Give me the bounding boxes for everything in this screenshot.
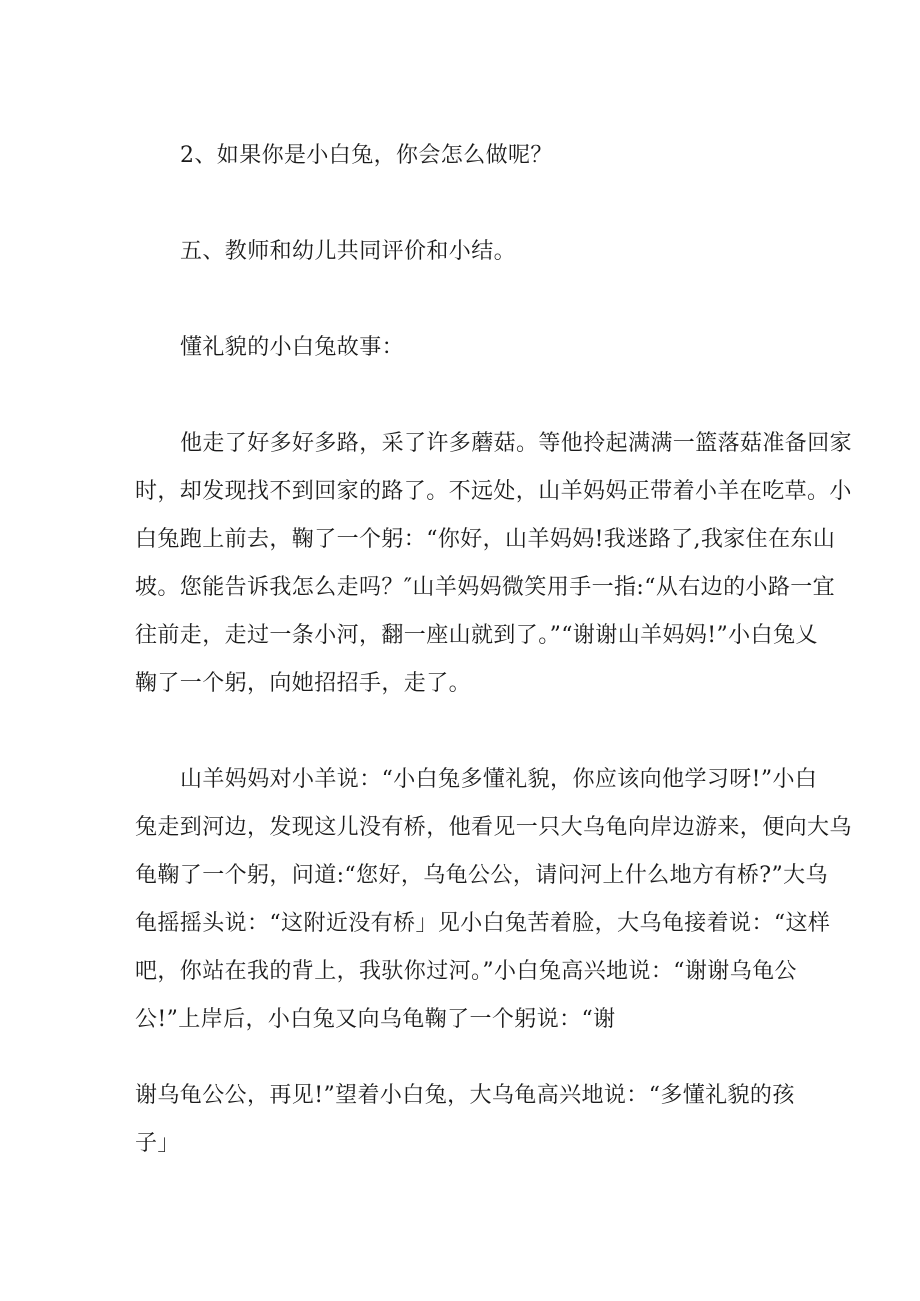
section-5-heading: 五、教师和幼儿共同评价和小结。 xyxy=(180,239,517,264)
text-line: 吧，你站在我的背上，我驮你过河。”小白兔高兴地说：“谢谢乌龟公 xyxy=(135,959,797,984)
story-title: 懂礼貌的小白兔故事： xyxy=(180,335,405,360)
text-line: 山羊妈妈对小羊说：“小白兔多懂礼貌，你应该向他学习呀!”小白 xyxy=(180,767,818,792)
question-2: 2、如果你是小白兔，你会怎么做呢？ xyxy=(180,143,553,168)
text-line: 谢乌龟公公，再见!”望着小白兔，大乌龟高兴地说：“多懂礼貌的孩 xyxy=(135,1083,795,1108)
text-line: 龟摇摇头说：“这附近没有桥」见小白兔苦着脸，大乌龟接着说：“这样 xyxy=(135,911,831,936)
text-line: 往前走，走过一条小河，翻一座山就到了。”“谢谢山羊妈妈!”小白兔乂 xyxy=(135,623,818,648)
text-line: 时，却发现找不到回家的路了。不远处，山羊妈妈正带着小羊在吃草。小 xyxy=(135,479,852,504)
text-line: 白兔跑上前去，鞠了一个躬：“你好，山羊妈妈!我迷路了,我家住在东山 xyxy=(135,527,836,552)
text-line: 龟鞠了一个躬，问道:“您好，乌龟公公，请问河上什么地方有桥?”大乌 xyxy=(135,863,828,888)
text-line: 公!”上岸后，小白兔又向乌龟鞠了一个躬说：“谢 xyxy=(135,1007,616,1032)
text-line: 鞠了一个躬，向她招招手，走了。 xyxy=(135,671,472,696)
text-line: 他走了好多好多路，采了许多蘑菇。等他拎起满满一篮落菇准备回家 xyxy=(180,431,853,456)
text-line: 坡。您能告诉我怎么走吗？″山羊妈妈微笑用手一指:“从右边的小路一宜 xyxy=(135,575,836,600)
text-line: 子」 xyxy=(135,1131,180,1156)
text-line: 兔走到河边，发现这儿没有桥，他看见一只大乌龟向岸边游来，便向大乌 xyxy=(135,815,852,840)
